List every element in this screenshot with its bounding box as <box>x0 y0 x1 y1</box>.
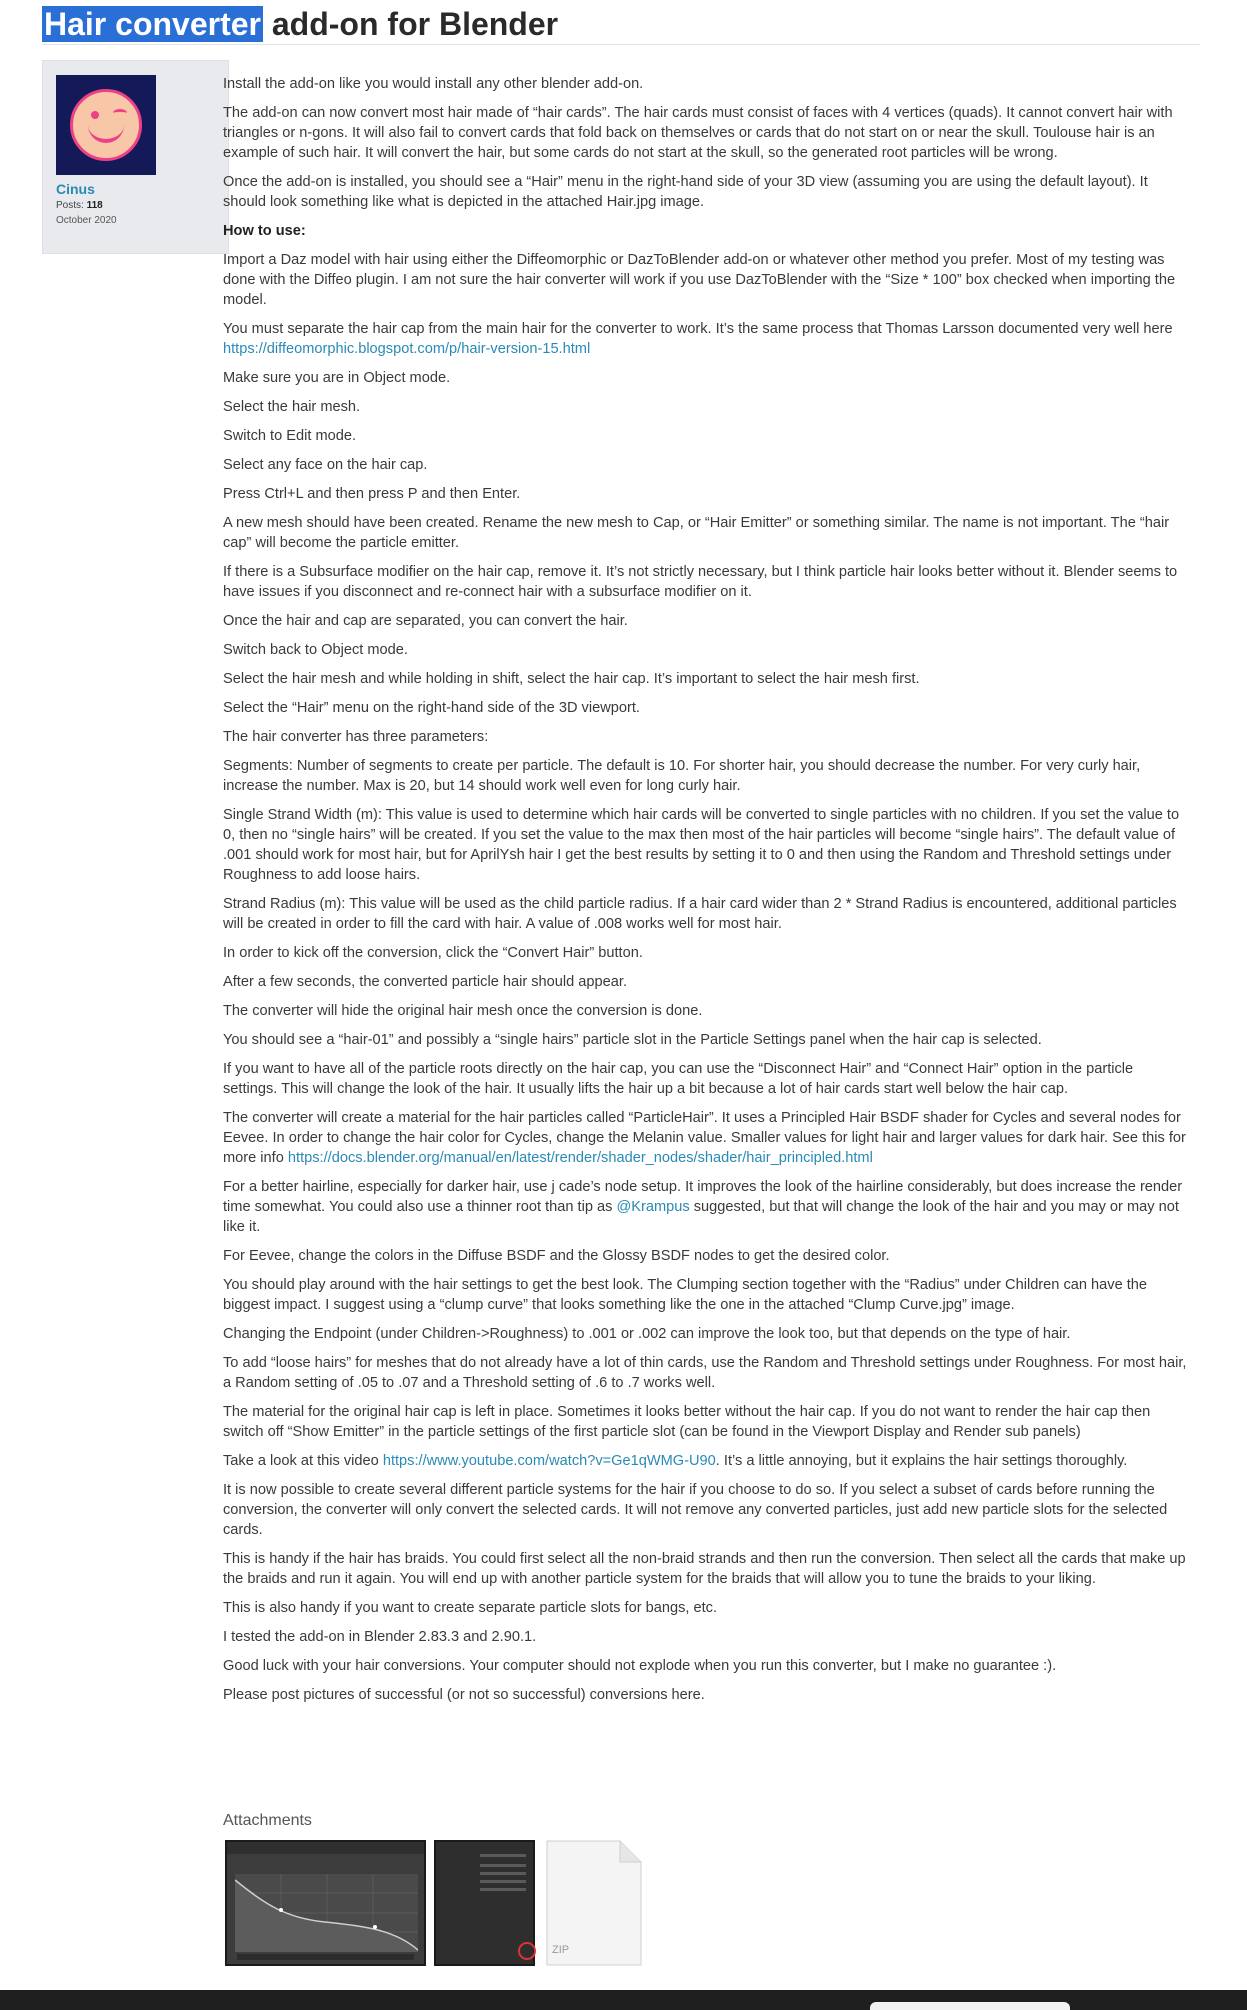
paragraph-text: . It’s a little annoying, but it explains the hair settings thoroughly. <box>715 1453 1128 1469</box>
paragraph: Strand Radius (m): This value will be used as the child particle radius. If a hair card wider than 2 * Strand Radius is encountered, additional particles will be created in order to fill the card with hair. A value of .008 works well for most hair. <box>223 896 1177 932</box>
posts-count-value: 118 <box>86 200 103 211</box>
avatar-eye-wink <box>113 109 127 117</box>
blender-docs-link[interactable]: https://docs.blender.org/manual/en/latest/render/shader_nodes/shader/hair_principled.html <box>287 1150 873 1166</box>
paragraph: I tested the add-on in Blender 2.83.3 and 2.90.1. <box>223 1629 537 1645</box>
paragraph: This is also handy if you want to create separate particle slots for bangs, etc. <box>223 1600 718 1616</box>
thumbnail-row <box>480 1854 526 1857</box>
thumbnail-row <box>480 1880 526 1883</box>
attachment-thumbnail-clump-curve[interactable] <box>225 1840 426 1966</box>
paragraph: The hair converter has three parameters: <box>223 729 489 745</box>
paragraph: You should play around with the hair settings to get the best look. The Clumping section together with the “Radius” under Children can have the biggest impact. I suggest using a “clump curve” that looks something like the one in the attached “Clump Curve.jpg” image. <box>223 1277 1148 1313</box>
posts-label: Posts: <box>56 200 84 211</box>
highlight-circle-icon <box>518 1942 536 1960</box>
paragraph: Please post pictures of successful (or not so successful) conversions here. <box>223 1687 705 1703</box>
zip-label: ZIP <box>552 1944 570 1956</box>
paragraph: Select the hair mesh and while holding in shift, select the hair cap. It’s important to select the hair mesh first. <box>223 671 920 687</box>
title-divider <box>42 44 1200 45</box>
paragraph: After a few seconds, the converted particle hair should appear. <box>223 974 627 990</box>
bottom-scroll-handle[interactable] <box>870 2002 1070 2010</box>
paragraph: You should see a “hair-01” and possibly a “single hairs” particle slot in the Particle Settings panel when the hair cap is selected. <box>223 1032 1042 1048</box>
paragraph: It is now possible to create several different particle systems for the hair if you choose to do so. If you select a subset of cards before running the conversion, the converter will only convert the selected cards. It will not remove any converted particles, just add new particle slots for the selected cards. <box>223 1482 1168 1538</box>
thumbnail-footer <box>237 1954 414 1960</box>
paragraph: If you want to have all of the particle roots directly on the hair cap, you can use the “Disconnect Hair” and “Connect Hair” option in the particle settings. This will change the look of the hair. It usually lifts the hair up a bit because a lot of hair cards start well below the hair cap. <box>223 1061 1134 1097</box>
paragraph <box>223 1108 1189 1168</box>
paragraph: Make sure you are in Object mode. <box>223 370 451 386</box>
thumbnail-row <box>480 1872 526 1875</box>
paragraph: The material for the original hair cap is left in place. Sometimes it looks better without the hair cap. If you do not want to render the hair cap then switch off “Show Emitter” in the particle settings of the first particle slot (can be found in the Viewport Display and Render sub panels) <box>223 1404 1151 1440</box>
paragraph: The converter will hide the original hair mesh once the conversion is done. <box>223 1003 703 1019</box>
paragraph <box>223 1177 1189 1237</box>
attachments-heading: Attachments <box>223 1812 312 1829</box>
paragraph: This is handy if the hair has braids. You could first select all the non-braid strands and then run the conversion. Then select all the cards that make up the braids and run it again. You will end up with another particle system for the braids that will allow you to tune the braids to your liking. <box>223 1551 1186 1587</box>
paragraph: Single Strand Width (m): This value is used to determine which hair cards will be converted to single particles with no children. If you set the value to 0, then no “single hairs” will be created. If you set the value to the max then most of the hair particles will become “single hairs”. The default value of .001 should work for most hair, but for AprilYsh hair I get the best results by setting it to 0 and then using the Random and Threshold settings under Roughness to add loose hairs. <box>223 807 1180 883</box>
thumbnail-header <box>227 1842 424 1854</box>
post-body <box>223 74 1189 1714</box>
thumbnail-row <box>480 1888 526 1891</box>
paragraph: In order to kick off the conversion, click the “Convert Hair” button. <box>223 945 643 961</box>
smiley-face-icon <box>70 89 142 161</box>
username-link[interactable]: Cinus <box>56 181 95 197</box>
paragraph: For Eevee, change the colors in the Diffuse BSDF and the Glossy BSDF nodes to get the desired color. <box>223 1248 890 1264</box>
paragraph <box>223 1451 1189 1471</box>
paragraph: If there is a Subsurface modifier on the hair cap, remove it. It’s not strictly necessary, but I think particle hair looks better without it. Blender seems to have issues if you disconnect and re-connect hair with a subsurface modifier on it. <box>223 564 1178 600</box>
title-highlight: Hair converter <box>44 6 261 42</box>
paragraph: Switch to Edit mode. <box>223 428 357 444</box>
youtube-link[interactable]: https://www.youtube.com/watch?v=Ge1qWMG-U90 <box>382 1453 716 1469</box>
paragraph: Install the add-on like you would install any other blender add-on. <box>223 76 644 92</box>
paragraph: Select the hair mesh. <box>223 399 361 415</box>
paragraph: Press Ctrl+L and then press P and then Enter. <box>223 486 521 502</box>
page-title <box>42 4 558 44</box>
user-panel <box>42 60 229 254</box>
paragraph: Good luck with your hair conversions. Your computer should not explode when you run this converter, but I make no guarantee :). <box>223 1658 1057 1674</box>
thumbnail-row <box>480 1864 526 1867</box>
krampus-mention-link[interactable]: @Krampus <box>616 1199 690 1215</box>
paragraph-text: You must separate the hair cap from the main hair for the converter to work. It’s the same process that Thomas Larsson documented very well here <box>223 321 1173 337</box>
paragraph-text: suggested, but that will change the look of the hair and you may or may not like it. <box>223 1199 1179 1235</box>
paragraph: A new mesh should have been created. Rename the new mesh to Cap, or “Hair Emitter” or something similar. The name is not important. The “hair cap” will become the particle emitter. <box>223 515 1170 551</box>
post-count <box>56 200 103 211</box>
paragraph: Select any face on the hair cap. <box>223 457 428 473</box>
paragraph: Segments: Number of segments to create per particle. The default is 10. For shorter hair, you should decrease the number. For very curly hair, increase the number. Max is 20, but 14 should work well even for long curly hair. <box>223 758 1141 794</box>
join-date: October 2020 <box>56 215 117 226</box>
paragraph-text: Take a look at this video <box>223 1453 379 1469</box>
paragraph <box>223 319 1189 359</box>
section-heading: How to use: <box>223 223 306 239</box>
paragraph: Select the “Hair” menu on the right-hand side of the 3D viewport. <box>223 700 640 716</box>
paragraph-text: The converter will create a material for the hair particles called “ParticleHair”. It uses a Principled Hair BSDF shader for Cycles and several nodes for Eevee. In order to change the hair color for Cycles, change the Melanin value. Smaller values for light hair and larger values for dark hair. See this for more info <box>223 1110 1186 1166</box>
paragraph: The add-on can now convert most hair made of “hair cards”. The hair cards must consist of faces with 4 vertices (quads). It cannot convert hair with triangles or n-gons. It will also fail to convert cards that fold back on themselves or cards that do not start on or near the skull. Toulouse hair is an example of such hair. It will convert the hair, but some cards do not start at the skull, so the generated root particles will be wrong. <box>223 105 1173 161</box>
paragraph-text: For a better hairline, especially for darker hair, use j cade’s node setup. It improves the look of the hairline considerably, but does increase the render time somewhat. You could also use a thinner root than tip as <box>223 1179 1183 1215</box>
title-rest: add-on for Blender <box>262 6 559 42</box>
avatar[interactable] <box>56 75 156 175</box>
clump-curve-graph-icon <box>235 1874 418 1952</box>
paragraph: To add “loose hairs” for meshes that do not already have a lot of thin cards, use the Random and Threshold settings under Roughness. For most hair, a Random setting of .05 to .07 and a Threshold setting of .6 to .7 works well. <box>223 1355 1187 1391</box>
paragraph: Once the add-on is installed, you should see a “Hair” menu in the right-hand side of your 3D view (assuming you are using the default layout). It should look something like what is depicted in the attached Hair.jpg image. <box>223 174 1148 210</box>
avatar-mouth <box>88 125 124 143</box>
paragraph: Once the hair and cap are separated, you can convert the hair. <box>223 613 628 629</box>
attachment-zip-file[interactable] <box>546 1840 642 1966</box>
paragraph: Import a Daz model with hair using either the Diffeomorphic or DazToBlender add-on or whatever other method you prefer. Most of my testing was done with the Diffeo plugin. I am not sure the hair converter will work if you use DazToBlender with the “Size * 100” box checked when importing the model. <box>223 252 1176 308</box>
paragraph: Switch back to Object mode. <box>223 642 408 658</box>
attachment-thumbnail-hair-menu[interactable] <box>434 1840 535 1966</box>
avatar-eye-left <box>91 111 99 119</box>
diffeomorphic-link[interactable]: https://diffeomorphic.blogspot.com/p/hair-version-15.html <box>223 341 591 357</box>
paragraph: Changing the Endpoint (under Children->Roughness) to .001 or .002 can improve the look too, but that depends on the type of hair. <box>223 1326 1071 1342</box>
